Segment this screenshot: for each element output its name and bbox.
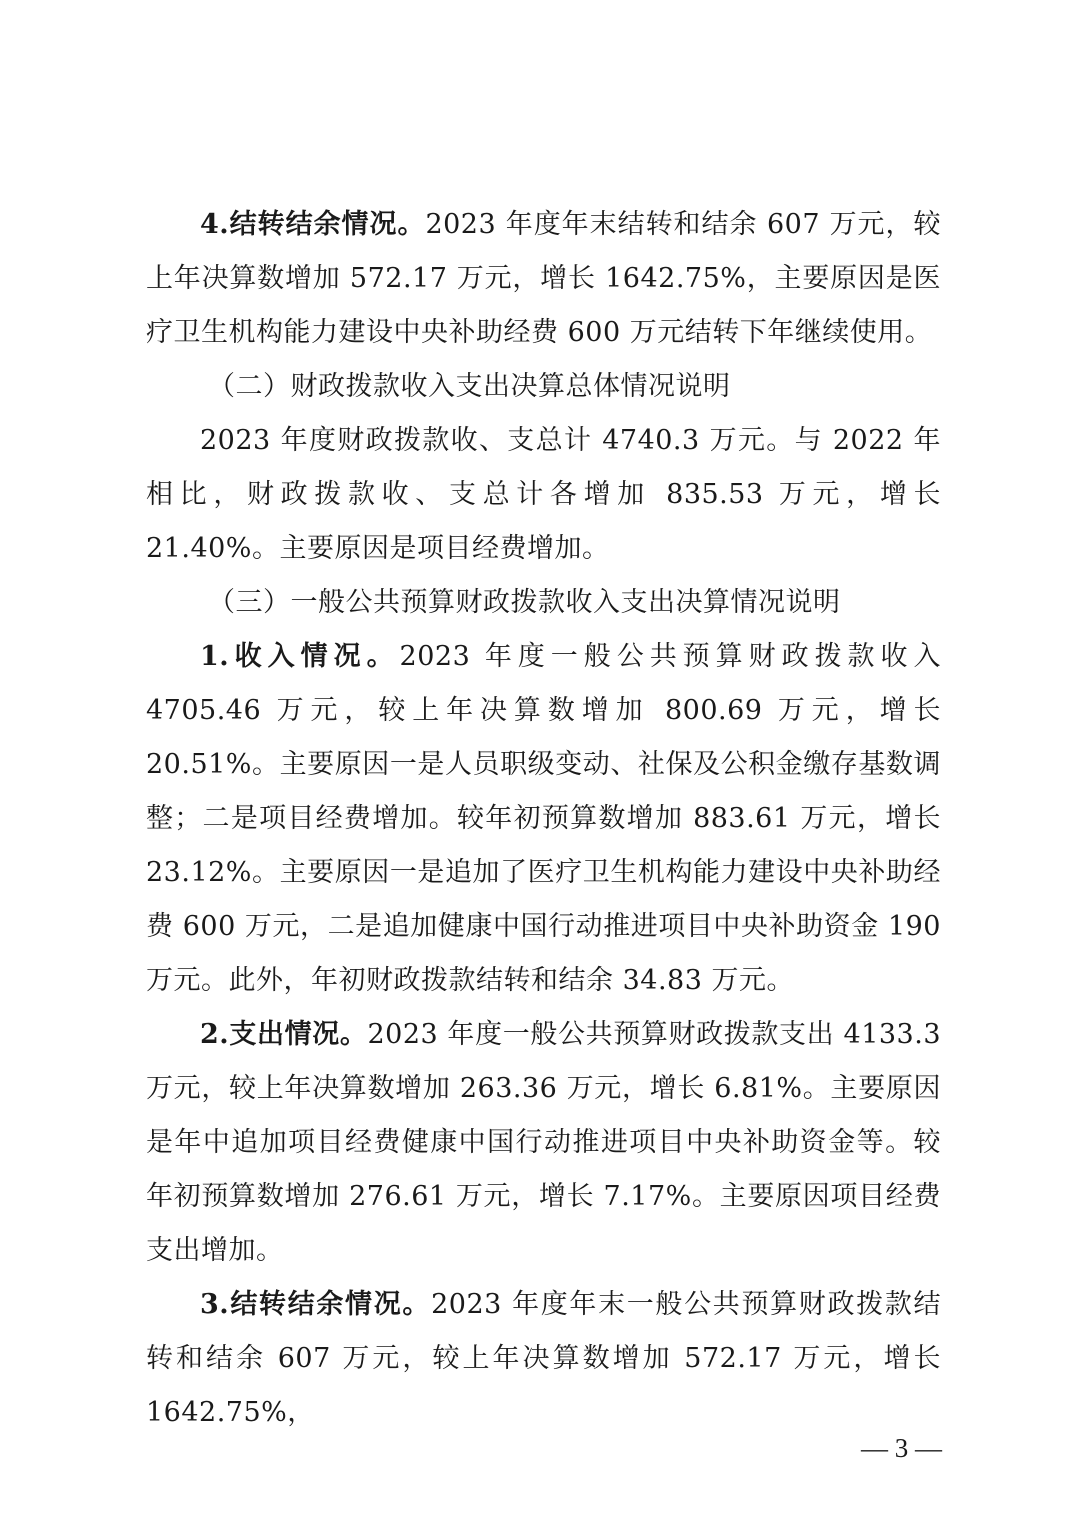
section-heading-3: （三）一般公共预算财政拨款收入支出决算情况说明 xyxy=(208,587,841,618)
paragraph-lead: 1.收入情况。 xyxy=(200,641,400,672)
section-heading-2: （二）财政拨款收入支出决算总体情况说明 xyxy=(208,371,731,402)
page-number: — 3 — xyxy=(861,1433,942,1463)
paragraph-text: 2023 年度财政拨款收、支总计 4740.3 万元。与 2022 年相比，财政拨款收、支总计各增加 835.53 万元，增长 21.40%。主要原因是项目经费增加。 xyxy=(146,425,941,564)
document-body xyxy=(146,198,941,1440)
paragraph-fiscal-total xyxy=(146,414,941,576)
paragraph-text: 2023 年度年末一般公共预算财政拨款结转和结余 607 万元，较上年决算数增加 572.17 万元，增长 1642.75%， xyxy=(146,1289,942,1428)
paragraph-text: 2023 年度一般公共预算财政拨款收入 4705.46 万元，较上年决算数增加 800.69 万元，增长 20.51%。主要原因一是人员职级变动、社保及公积金缴存基数调整；二是项目经费增加。较年初预算数增加 883.61 万元，增长 23.12%。主要原因一是追加了医疗卫生机构能力建设中央补助经费 600 万元，二是追加健康中国行动推进项目中央补助资金 190 万元。此外，年初财政拨款结转和结余 34.83 万元。 xyxy=(146,641,942,996)
paragraph-lead: 2.支出情况。 xyxy=(200,1019,368,1050)
paragraph-lead: 4.结转结余情况。 xyxy=(200,209,426,240)
paragraph-income xyxy=(146,630,941,1008)
paragraph-text: 2023 年度一般公共预算财政拨款支出 4133.3 万元，较上年决算数增加 263.36 万元，增长 6.81%。主要原因是年中追加项目经费健康中国行动推进项目中央补助资金等。较年初预算数增加 276.61 万元，增长 7.17%。主要原因项目经费支出增加。 xyxy=(146,1019,941,1266)
paragraph-text: 2023 年度年末结转和结余 607 万元，较上年决算数增加 572.17 万元，增长 1642.75%，主要原因是医疗卫生机构能力建设中央补助经费 600 万元结转下年继续使用。 xyxy=(146,209,941,348)
paragraph-lead: 3.结转结余情况。 xyxy=(200,1289,432,1320)
paragraph-carryover-public xyxy=(146,1278,941,1440)
paragraph-expenditure xyxy=(146,1008,941,1278)
paragraph-carryover xyxy=(146,198,941,360)
